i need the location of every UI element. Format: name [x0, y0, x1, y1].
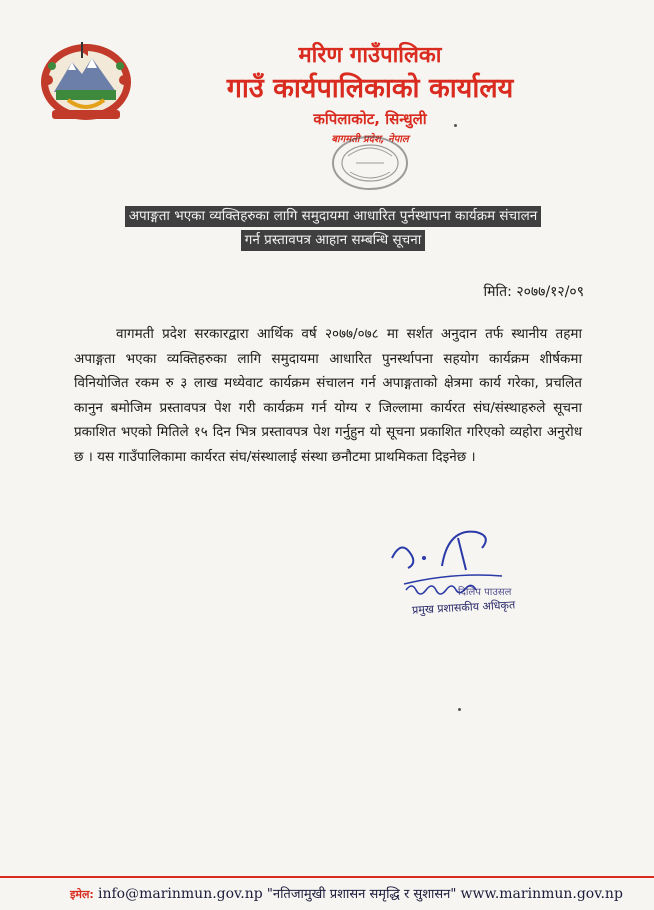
speck	[458, 708, 461, 711]
notice-date: मिति: २०७७/१२/०९	[483, 284, 584, 300]
letter-footer	[70, 884, 650, 902]
letterhead	[150, 42, 590, 148]
speck	[454, 124, 457, 127]
notice-body-text: वागमती प्रदेश सरकारद्वारा आर्थिक वर्ष २०७७/०७८ मा सर्शत अनुदान तर्फ स्थानीय तहमा अपाङ्गता भएका व्यक्तिहरुका लागि समुदायमा आधारित पुनर्स्थापना सहयोग कार्यक्रम शीर्षकमा विनियोजित रकम रु ३ लाख मध्येवाट कार्यक्रम संचालन गर्न अपाङ्गताको क्षेत्रमा कार्य गरेका, प्रचलित कानुन बमोजिम प्रस्तावपत्र पेश गरी कार्यक्रम गर्न योग्य र जिल्लामा कार्यरत संघ/संस्थाहरुले सूचना प्रकाशित भएको मितिले १५ दिन भित्र प्रस्तावपत्र पेश गर्नुहुन यो सूचना प्रकाशित गरिएको व्यहोरा अनुरोध छ । यस गाउँपालिकामा कार्यरत संघ/संस्थालाई संस्था छनौटमा प्राथमिकता दिइनेछ ।	[74, 326, 582, 465]
municipality-name: मरिण गाउँपालिका	[298, 43, 442, 68]
notice-title-line-2: गर्न प्रस्तावपत्र आहान सम्बन्धि सूचना	[241, 230, 425, 251]
notice-title-line-1: अपाङ्गता भएका व्यक्तिहरुका लागि समुदायमा आधारित पुर्नस्थापना कार्यक्रम संचालन	[125, 206, 542, 227]
office-address: कपिलाकोट, सिन्धुली	[313, 110, 427, 128]
office-slogan: "नतिजामुखी प्रशासन समृद्धि र सुशासन"	[266, 887, 457, 902]
signatory-name: दिलिप पाउसल	[458, 587, 512, 598]
nepal-emblem-icon	[38, 40, 134, 122]
email-label: इमेल:	[70, 888, 94, 901]
office-seal-stamp-icon	[330, 134, 410, 192]
website-link[interactable]: www.marinmun.gov.np	[460, 886, 623, 902]
email-link[interactable]: info@marinmun.gov.np	[97, 886, 263, 902]
notice-body	[74, 322, 582, 470]
signatory-designation: प्रमुख प्रशासकीय अधिकृत	[411, 598, 516, 617]
footer-divider	[0, 876, 654, 878]
office-name: गाउँ कार्यपालिकाको कार्यालय	[226, 73, 514, 104]
province-country: बागमती प्रदेश, नेपाल	[331, 134, 409, 145]
notice-title	[78, 205, 588, 253]
